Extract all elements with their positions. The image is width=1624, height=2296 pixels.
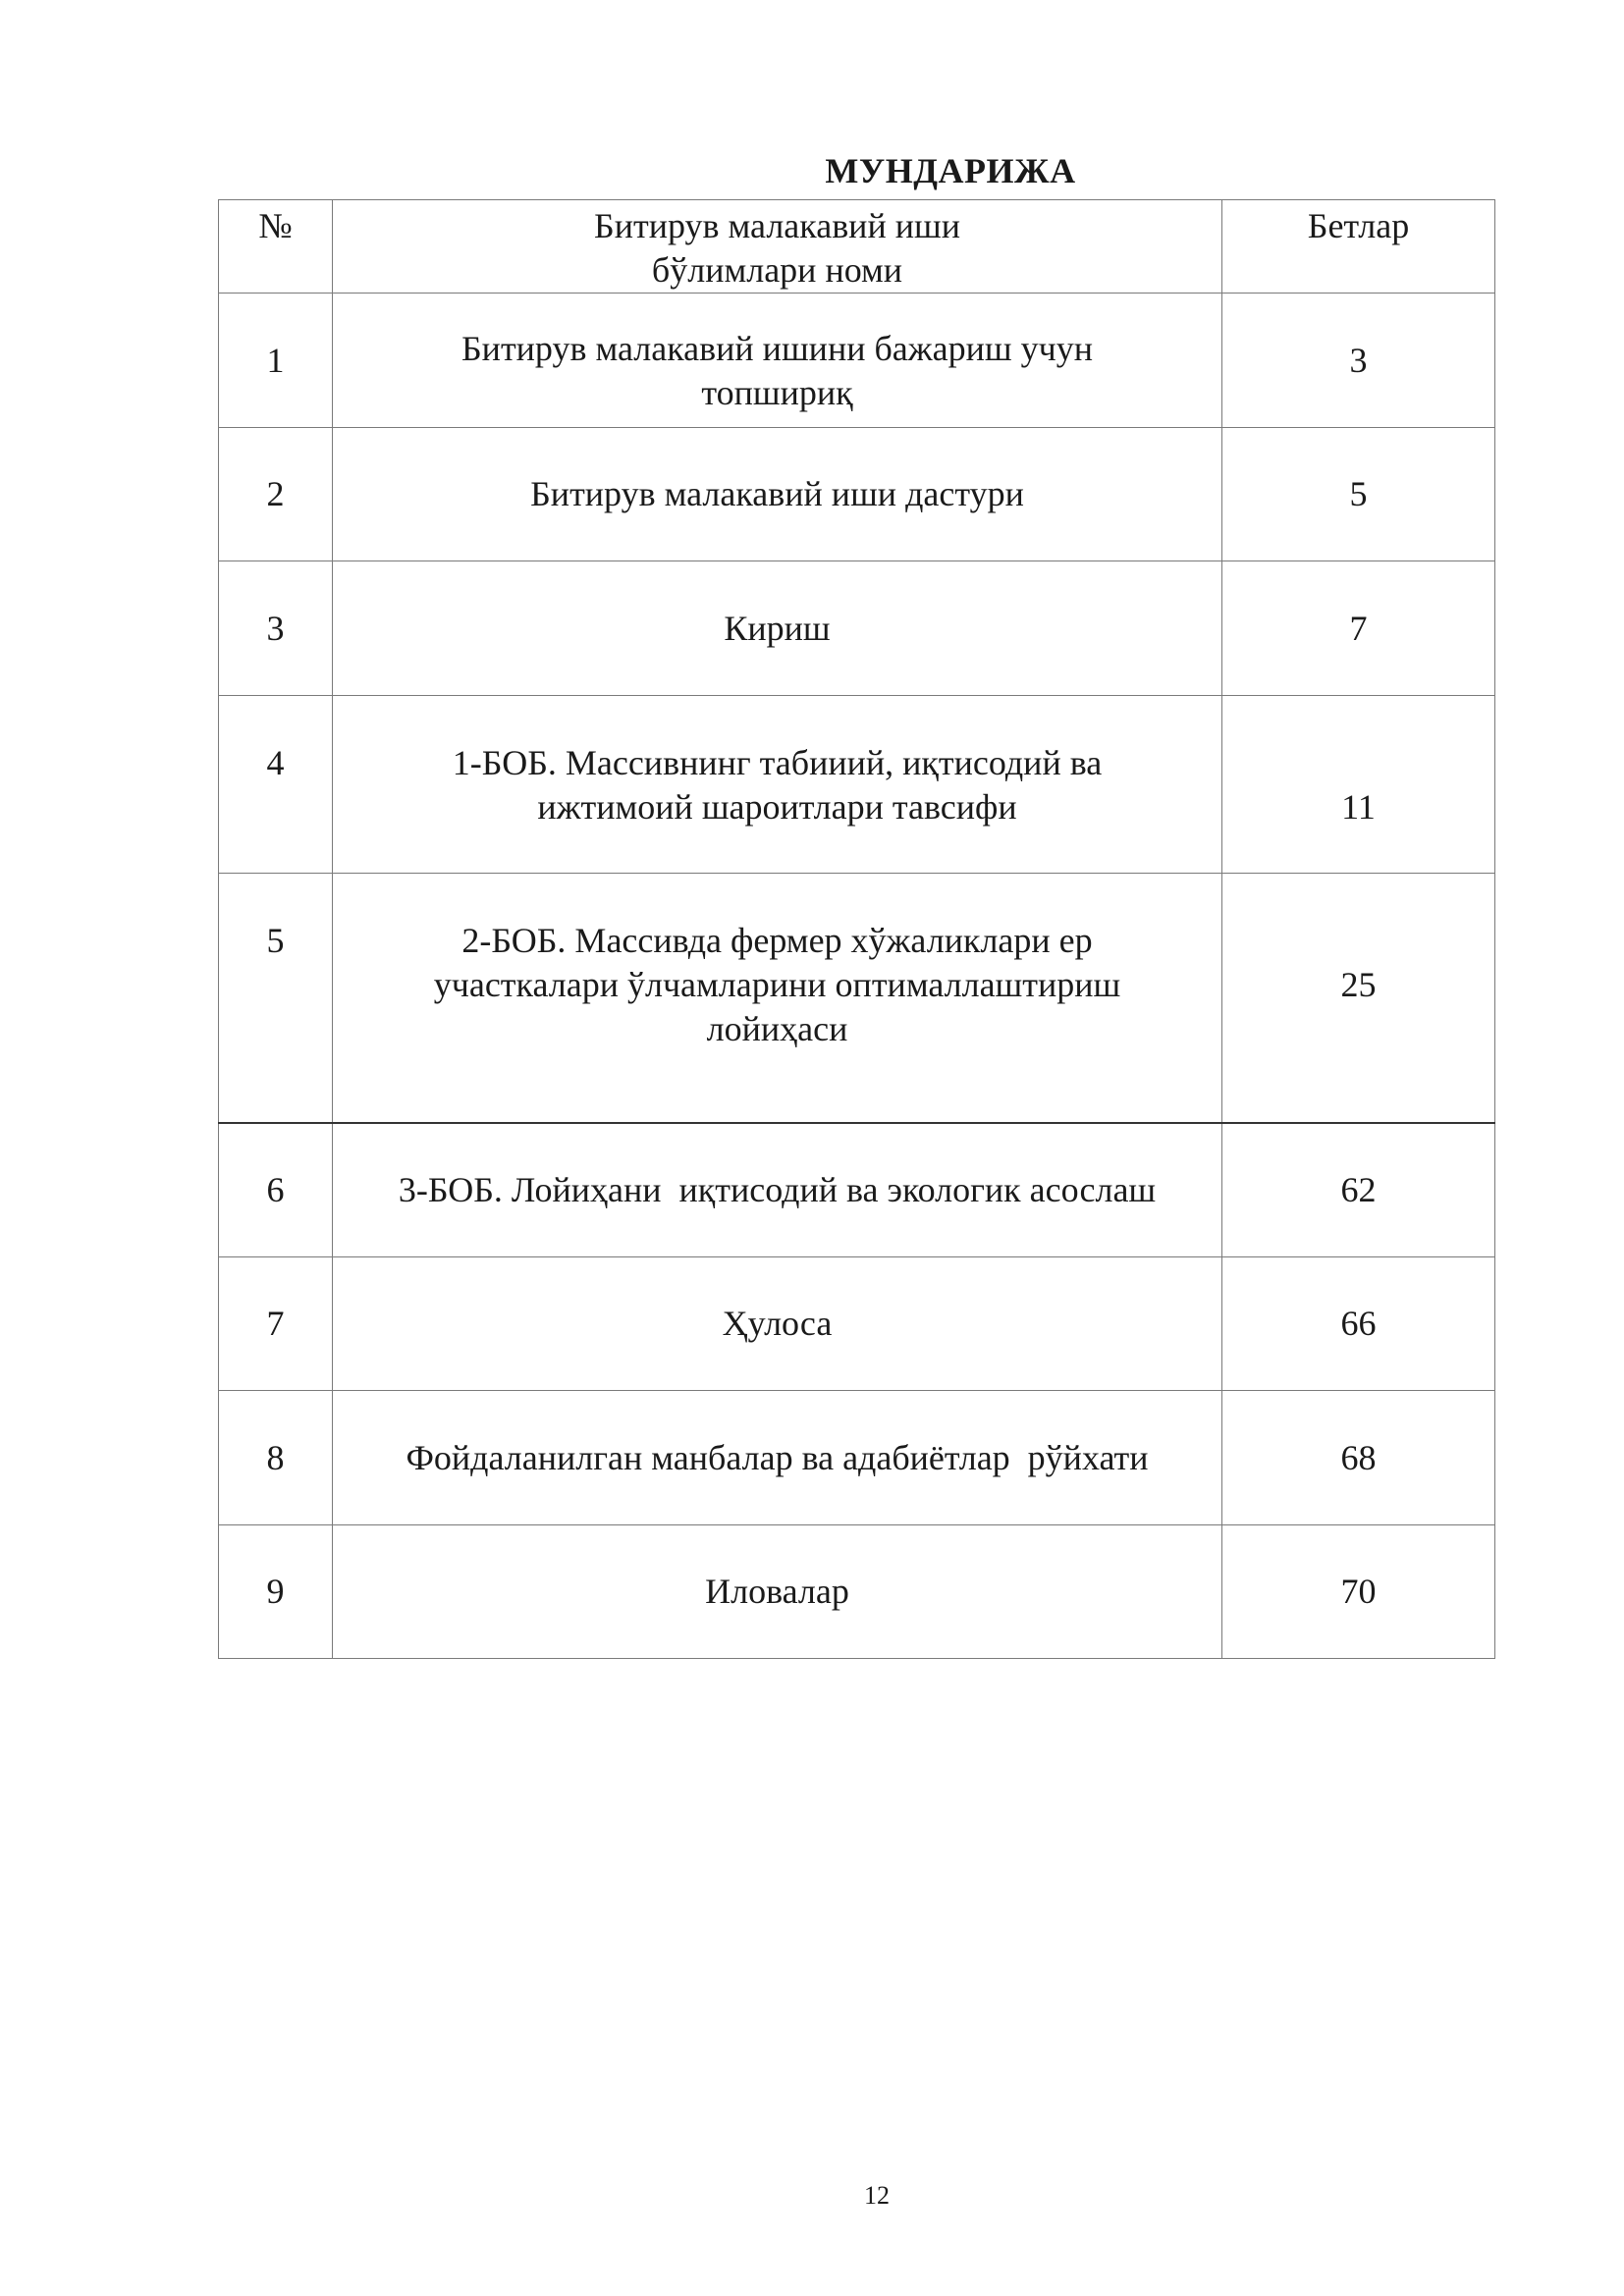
- row-section-name-line: топшириқ: [701, 373, 853, 412]
- row-section-name-line: лойиҳаси: [706, 1009, 848, 1048]
- row-section-name: [333, 561, 1222, 696]
- row-number: 5: [219, 874, 333, 1123]
- row-page: 62: [1222, 1123, 1495, 1257]
- page-title: МУНДАРИЖА: [825, 151, 1076, 190]
- row-section-name-line: Битирув малакавий ишини бажариш учун: [461, 329, 1093, 368]
- table-row: [219, 1391, 1495, 1525]
- row-number: 2: [219, 428, 333, 561]
- row-page: 66: [1222, 1257, 1495, 1391]
- row-section-name-line: Кириш: [724, 608, 831, 648]
- row-page: 70: [1222, 1525, 1495, 1659]
- row-number: 7: [219, 1257, 333, 1391]
- row-section-name-line: 1-БОБ. Массивнинг табииий, иқтисодий ва: [452, 743, 1103, 782]
- table-row: [219, 696, 1495, 874]
- table-of-contents: [218, 199, 1495, 1659]
- table-header-row: [219, 200, 1495, 294]
- row-page: 7: [1222, 561, 1495, 696]
- header-section-name-line-1: Битирув малакавий иши: [594, 206, 960, 245]
- table-row: [219, 1525, 1495, 1659]
- table-row: [219, 428, 1495, 561]
- row-section-name-line: участкалари ўлчамларини оптималлаштириш: [433, 965, 1121, 1004]
- row-section-name: [333, 1391, 1222, 1525]
- row-number: 6: [219, 1123, 333, 1257]
- row-number: 8: [219, 1391, 333, 1525]
- header-number: №: [219, 200, 333, 294]
- row-section-name: [333, 294, 1222, 428]
- row-number: 1: [219, 294, 333, 428]
- row-number: 4: [219, 696, 333, 874]
- row-number: 3: [219, 561, 333, 696]
- row-section-name-line: 2-БОБ. Массивда фермер хўжаликлари ер: [461, 921, 1093, 960]
- row-section-name: [333, 1123, 1222, 1257]
- table-row: [219, 1123, 1495, 1257]
- header-section-name: [333, 200, 1222, 294]
- page-number: 12: [864, 2181, 890, 2210]
- row-page: 5: [1222, 428, 1495, 561]
- table-row: [219, 874, 1495, 1123]
- row-section-name-line: ижтимоий шароитлари тавсифи: [537, 787, 1017, 827]
- row-section-name-line: Фойдаланилган манбалар ва адабиётлар рўйхати: [406, 1437, 1149, 1477]
- table-row: [219, 561, 1495, 696]
- row-page: 25: [1222, 874, 1495, 1123]
- row-page: 3: [1222, 294, 1495, 428]
- row-section-name: [333, 1257, 1222, 1391]
- row-section-name: [333, 874, 1222, 1123]
- table-row: [219, 294, 1495, 428]
- row-number: 9: [219, 1525, 333, 1659]
- row-page: 11: [1222, 696, 1495, 874]
- row-section-name-line: Битирув малакавий иши дастури: [530, 474, 1024, 513]
- row-section-name-line: Ҳулоса: [722, 1304, 833, 1343]
- table-row: [219, 1257, 1495, 1391]
- row-page: 68: [1222, 1391, 1495, 1525]
- header-section-name-line-2: бўлимлари номи: [651, 250, 903, 290]
- row-section-name: [333, 428, 1222, 561]
- row-section-name: [333, 1525, 1222, 1659]
- header-pages: Бетлар: [1222, 200, 1495, 294]
- row-section-name-line: Иловалар: [705, 1572, 849, 1611]
- row-section-name: [333, 696, 1222, 874]
- row-section-name-line: 3-БОБ. Лойиҳани иқтисодий ва экологик асослаш: [398, 1169, 1157, 1209]
